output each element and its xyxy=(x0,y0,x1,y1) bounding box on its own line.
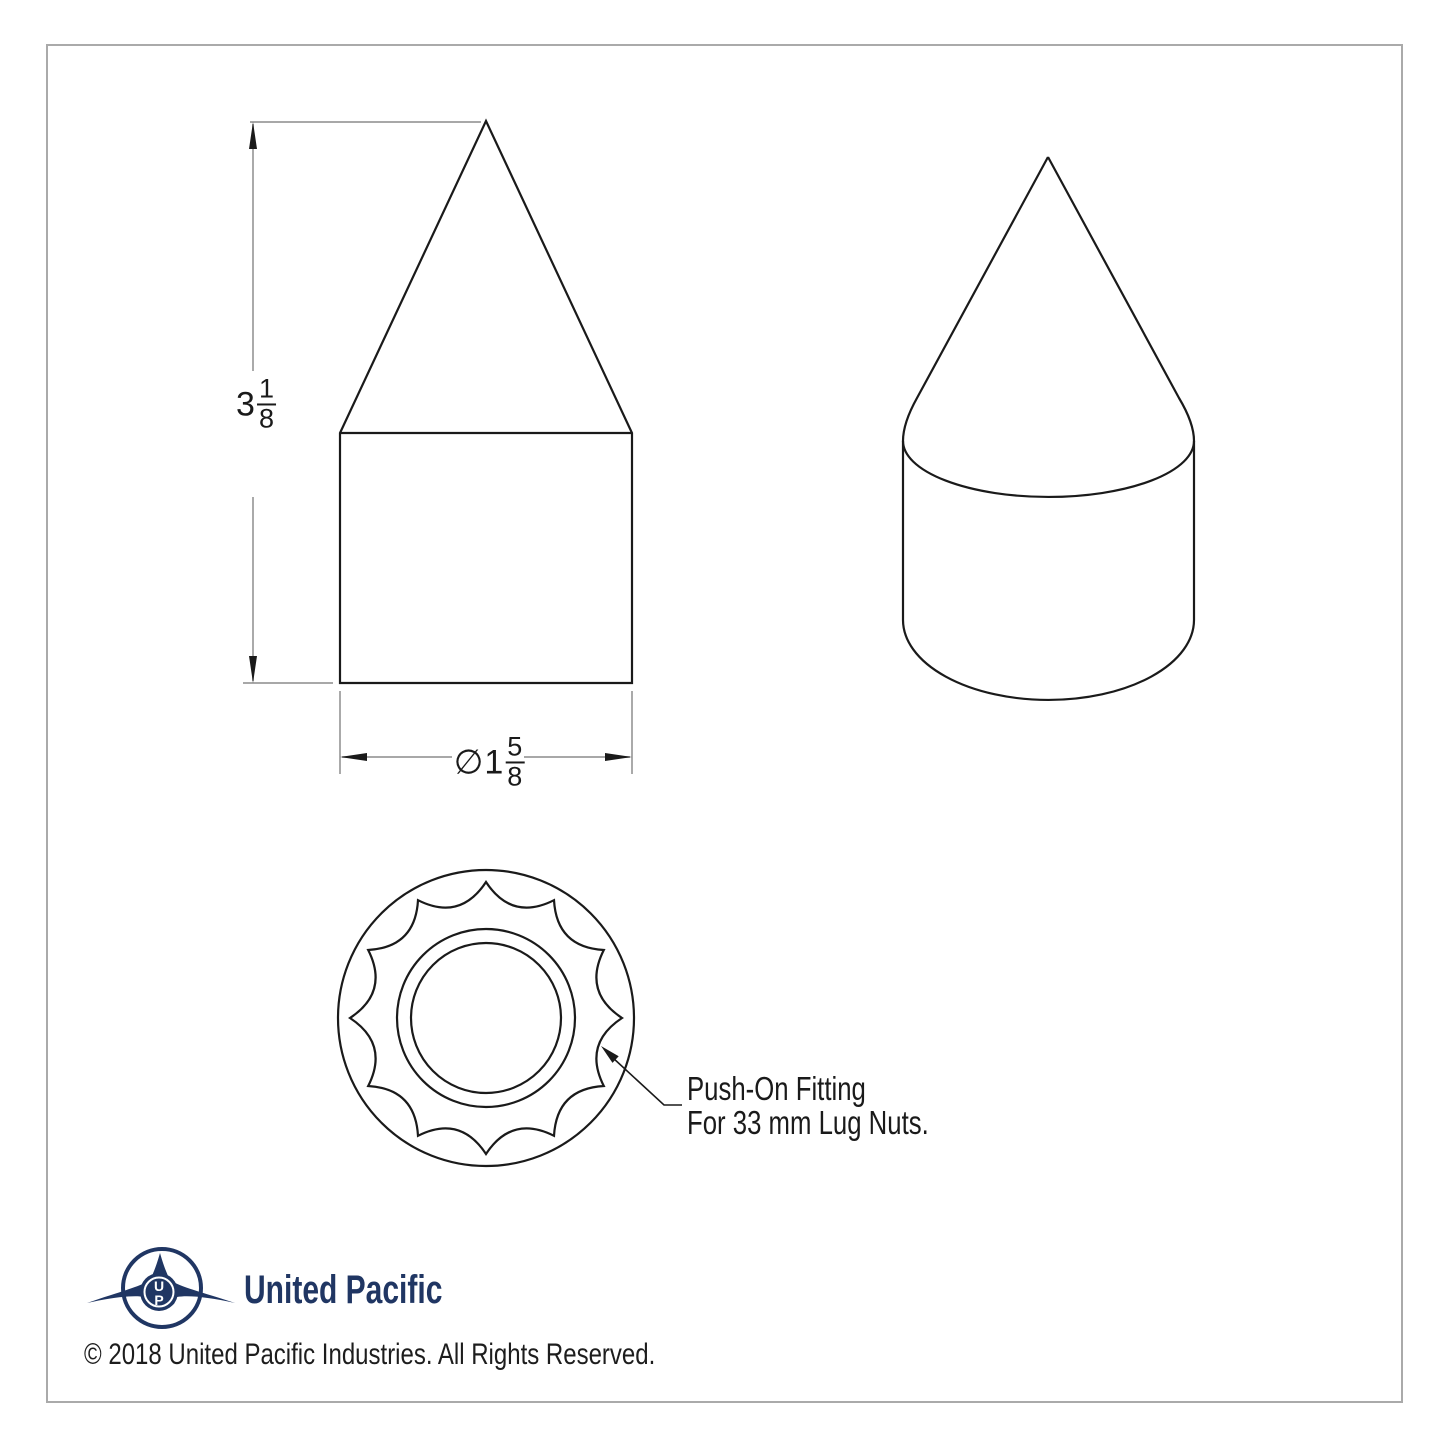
arrow-left-icon xyxy=(340,753,367,761)
arrow-right-icon xyxy=(605,753,632,761)
annotation-line-2: For 33 mm Lug Nuts. xyxy=(687,1104,929,1141)
bore-circle xyxy=(411,943,561,1093)
iso-cone-left-edge xyxy=(903,157,1048,441)
outer-circle xyxy=(338,870,634,1166)
diameter-fraction: $\frac{5}{8}$ xyxy=(507,731,523,791)
height-dimension-label xyxy=(236,375,276,432)
arrow-up-icon xyxy=(249,122,257,149)
leader-line xyxy=(612,1057,682,1105)
arrow-down-icon xyxy=(249,656,257,683)
diameter-symbol: ∅ xyxy=(453,743,484,781)
height-fraction: $\frac{1}{8}$ xyxy=(258,373,274,433)
front-view xyxy=(340,121,632,683)
brand-wordmark: United Pacific xyxy=(244,1268,443,1312)
iso-cone-right-edge xyxy=(1048,157,1194,441)
push-on-fitting-note xyxy=(687,1072,929,1140)
isometric-view xyxy=(903,157,1194,700)
bottom-view xyxy=(338,870,634,1166)
inner-ring-circle xyxy=(397,929,575,1107)
height-whole: 3 xyxy=(236,385,255,423)
copyright-text: © 2018 United Pacific Industries. All Rights Reserved. xyxy=(84,1338,656,1371)
twelve-point-socket-profile xyxy=(350,882,622,1154)
monogram-u: U xyxy=(153,1278,165,1294)
front-view-outline xyxy=(340,121,632,683)
diameter-dimension-label xyxy=(454,733,525,790)
annotation-line-1: Push-On Fitting xyxy=(687,1070,866,1107)
monogram-p: P xyxy=(154,1292,164,1308)
annotation-leader xyxy=(601,1046,682,1105)
iso-cylinder-bottom-ellipse xyxy=(903,620,1194,700)
diameter-whole: 1 xyxy=(484,743,504,781)
united-pacific-emblem-icon xyxy=(80,1240,240,1340)
iso-cone-base-ellipse xyxy=(903,441,1194,497)
